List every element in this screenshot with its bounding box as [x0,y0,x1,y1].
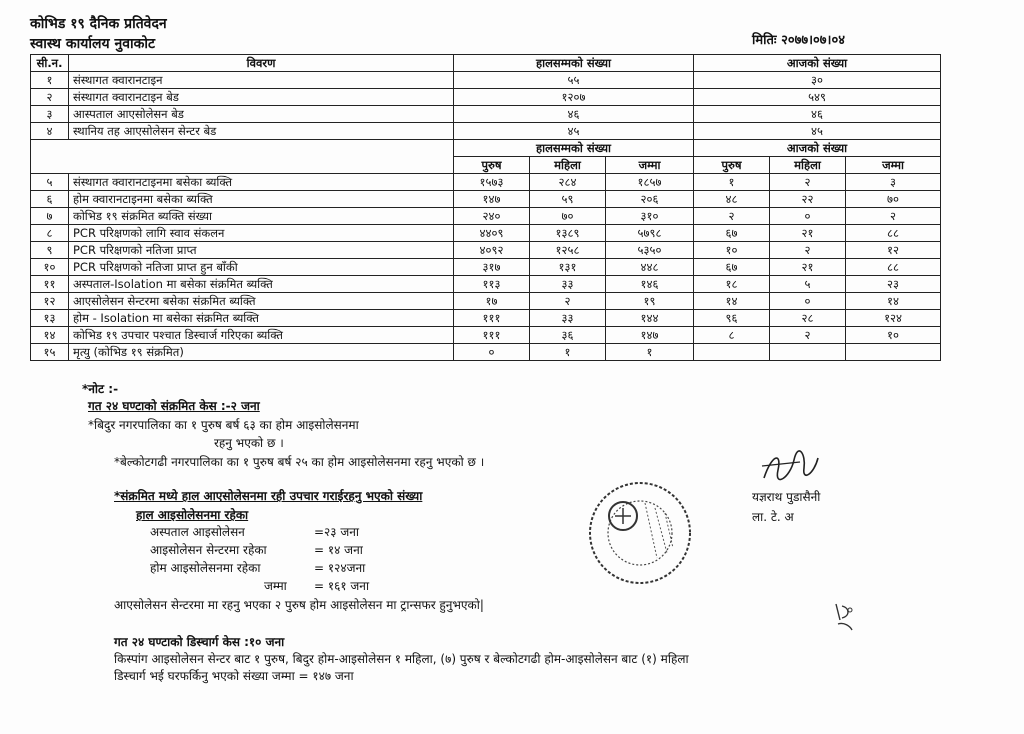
gender-header: महिला [770,157,846,174]
row-desc: संस्थागत क्वारानटाइन बेड [69,89,454,106]
row-desc: संस्थागत क्वारानटाइनमा बसेका ब्यक्ति [69,174,454,191]
row-desc: संस्थागत क्वारानटाइन [69,72,454,89]
isolation-value: = १४ जना [314,543,363,557]
row-sn: ३ [31,106,69,123]
row-desc: PCR परिक्षणको नतिजा प्राप्त हुन बाँकी [69,259,454,276]
gender-header: पुरुष [694,157,770,174]
row-desc: आएसोलेसन सेन्टरमा बसेका संक्रमित ब्यक्ति [69,293,454,310]
transfer-note: आएसोलेसन सेन्टरमा मा रहनु भएका २ पुरुष होम आइसोलेसन मा ट्रान्सफर हुनुभएको| [114,598,484,612]
isolation-label: होम आइसोलेसनमा रहेका [150,561,261,575]
row-total-male: १४७ [454,191,530,208]
row-today-sum: ८८ [846,259,941,276]
row-total-female: ३३ [530,276,606,293]
table-row [31,123,941,140]
case-1-line-b: रहनु भएको छ । [214,436,284,450]
row-total-sum: १४४ [606,310,694,327]
isolation-label: जम्मा [264,579,287,593]
row-today-male [694,344,770,361]
row-today-sum: २३ [846,276,941,293]
row-today-female: २८ [770,310,846,327]
row-today: ३० [694,72,941,89]
current-isolation-heading: हाल आइसोलेसनमा रहेका [136,508,249,522]
row-sn: ७ [31,208,69,225]
table-row [31,208,941,225]
row-today-female: ० [770,293,846,310]
row-sn: १३ [31,310,69,327]
row-today-female: २२ [770,191,846,208]
col-header-total: हालसम्मको संख्या [454,55,694,72]
row-sn: २ [31,89,69,106]
table-row [31,242,941,259]
row-today-male: १४ [694,293,770,310]
discharge-line-a: किस्पांग आइसोलेसन सेन्टर बाट १ पुरुष, बिदुर होम-आइसोलेसन १ महिला, (७) पुरुष र बेल्कोटगढी होम-आइसोलेसन बाट (१) महिला [114,652,689,666]
report-date: मितिः २०७७।०७।०४ [752,33,846,48]
discharge-line-b: डिस्चार्ग भई घरफर्किनु भएको संख्या जम्मा = १४७ जना [114,669,354,683]
row-total-male: १५७३ [454,174,530,191]
gender-header: पुरुष [454,157,530,174]
isolation-value: =२३ जना [314,525,360,539]
row-today-female: २ [770,174,846,191]
table-row [31,174,941,191]
office-name: स्वास्थ कार्यालय नुवाकोट [30,36,156,52]
row-sn: १२ [31,293,69,310]
table-header-row [31,55,941,72]
row-today-female: २ [770,327,846,344]
row-total-female: १२५८ [530,242,606,259]
row-today-sum: ३ [846,174,941,191]
row-sn: १५ [31,344,69,361]
row-sn: ११ [31,276,69,293]
isolation-value: = १२४जना [314,561,366,575]
row-total-sum: २०६ [606,191,694,208]
row-total-female: ७० [530,208,606,225]
isolation-value: = १६१ जना [314,579,370,593]
row-today-female: ० [770,208,846,225]
signatory-name: यज्ञराथ पुडासैनी [752,490,821,504]
row-total-sum: ३१० [606,208,694,225]
row-today-female: २१ [770,225,846,242]
row-today-male: १० [694,242,770,259]
row-total-male: ४४०९ [454,225,530,242]
row-sn: ८ [31,225,69,242]
row-total-male: १११ [454,310,530,327]
table-row [31,89,941,106]
row-today-male: ९६ [694,310,770,327]
blank-cell [31,140,454,174]
table-row [31,276,941,293]
row-today: ४६ [694,106,941,123]
row-total-male: ० [454,344,530,361]
row-total-female: ३६ [530,327,606,344]
row-sn: ४ [31,123,69,140]
sub-header-row [31,140,941,157]
row-total-sum: ५७९८ [606,225,694,242]
row-desc: मृत्यु (कोभिड १९ संक्रमित) [69,344,454,361]
table-row [31,106,941,123]
row-today-female: २ [770,242,846,259]
row-today-sum: ७० [846,191,941,208]
row-total-female: १ [530,344,606,361]
row-total-female: ३३ [530,310,606,327]
table-row [31,310,941,327]
table-row [31,293,941,310]
row-today-female: ५ [770,276,846,293]
col-header-desc: विवरण [69,55,454,72]
row-sn: १४ [31,327,69,344]
row-today: ५४९ [694,89,941,106]
discharge-heading: गत २४ घण्टाको डिस्चार्ग केस :१० जना [114,635,285,649]
row-total-male: १७ [454,293,530,310]
row-total-sum: १ [606,344,694,361]
table-row [31,259,941,276]
row-today-male: १८ [694,276,770,293]
row-desc: कोभिड १९ संक्रमित ब्यक्ति संख्या [69,208,454,225]
signatory-title: ला. टे. अ [752,510,794,524]
row-today-male: ४८ [694,191,770,208]
row-today-sum: १४ [846,293,941,310]
treatment-heading: *संक्रमित मध्ये हाल आएसोलेसनमा रही उपचार गराईरहनु भएको संख्या [114,489,423,503]
gender-header: महिला [530,157,606,174]
row-total-female: २ [530,293,606,310]
sub-header-today: आजको संख्या [694,140,941,157]
office-stamp [585,478,695,588]
row-sn: ६ [31,191,69,208]
row-total-sum: १८५७ [606,174,694,191]
row-total-female: ५९ [530,191,606,208]
row-today-female [770,344,846,361]
isolation-label: आइसोलेसन सेन्टरमा रहेका [150,543,267,557]
row-desc: अस्पताल-Isolation मा बसेका संक्रमित ब्यक्ति [69,276,454,293]
row-total: १२०७ [454,89,694,106]
row-today-sum: १२४ [846,310,941,327]
cases-heading: गत २४ घण्टाको संक्रमित केस :-२ जना [88,399,260,413]
row-total: ४५ [454,123,694,140]
row-total-female: २८४ [530,174,606,191]
row-today-sum: १० [846,327,941,344]
row-sn: १ [31,72,69,89]
row-today-sum [846,344,941,361]
signature [760,448,820,488]
row-desc: होम - Isolation मा बसेका संक्रमित ब्यक्ति [69,310,454,327]
row-total-sum: ५३५० [606,242,694,259]
row-total-male: २४० [454,208,530,225]
row-total-sum: १४६ [606,276,694,293]
row-today-sum: १२ [846,242,941,259]
row-desc: स्थानिय तह आएसोलेसन सेन्टर बेड [69,123,454,140]
note-heading: *नोट :- [82,382,119,396]
row-total-male: ३१७ [454,259,530,276]
row-today-male: ८ [694,327,770,344]
row-today-female: २१ [770,259,846,276]
row-total-female: १३१ [530,259,606,276]
row-today-sum: ८८ [846,225,941,242]
row-total-male: ११३ [454,276,530,293]
row-desc: PCR परिक्षणको नतिजा प्राप्त [69,242,454,259]
row-desc: PCR परिक्षणको लागि स्वाव संकलन [69,225,454,242]
table-row [31,191,941,208]
row-total-female: १३८९ [530,225,606,242]
report-title: कोभिड १९ दैनिक प्रतिवेदन [30,16,167,32]
row-total-sum: ४४८ [606,259,694,276]
row-today-male: ६७ [694,225,770,242]
gender-header: जम्मा [846,157,941,174]
row-total-sum: १४७ [606,327,694,344]
gender-header: जम्मा [606,157,694,174]
case-1-line-a: *बिदुर नगरपालिका का १ पुरुष बर्ष ६३ का होम आइसोलेसनमा [88,418,359,432]
col-header-sn: सी.न. [31,55,69,72]
table-row [31,72,941,89]
row-total-sum: १९ [606,293,694,310]
row-total-male: ४०९२ [454,242,530,259]
isolation-label: अस्पताल आइसोलेसन [150,525,245,539]
row-today-male: ६७ [694,259,770,276]
row-sn: ५ [31,174,69,191]
row-sn: १० [31,259,69,276]
row-today-sum: २ [846,208,941,225]
table-row [31,344,941,361]
sub-header-total: हालसम्मको संख्या [454,140,694,157]
initials-mark [830,600,858,632]
row-today-male: २ [694,208,770,225]
col-header-today: आजको संख्या [694,55,941,72]
table-row [31,327,941,344]
row-total-male: १११ [454,327,530,344]
row-total: ४६ [454,106,694,123]
report-table [30,54,941,361]
row-today-male: १ [694,174,770,191]
table-row [31,225,941,242]
case-2: *बेल्कोटगढी नगरपालिका का १ पुरुष बर्ष २५ का होम आइसोलेसनमा रहनु भएको छ । [114,455,485,469]
row-desc: आस्पताल आएसोलेसन बेड [69,106,454,123]
row-desc: कोभिड १९ उपचार पश्चात डिस्चार्ज गरिएका ब्यक्ति [69,327,454,344]
row-desc: होम क्वारानटाइनमा बसेका ब्यक्ति [69,191,454,208]
row-total: ५५ [454,72,694,89]
row-sn: ९ [31,242,69,259]
row-today: ४५ [694,123,941,140]
